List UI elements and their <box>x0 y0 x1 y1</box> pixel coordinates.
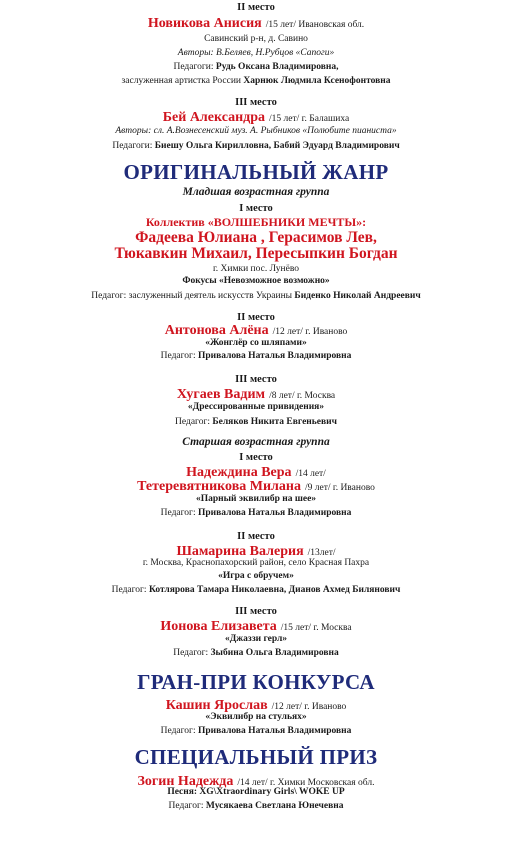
winner-meta: /13лет/ <box>307 548 336 558</box>
winner-meta: /15 лет/ Ивановская обл. <box>265 20 365 30</box>
act-line: «Дрессированные привидения» <box>187 402 325 412</box>
authors-line: Авторы: сл. А.Вознесенский муз. А. Рыбников «Полюбите пианиста» <box>115 126 397 136</box>
act-line: «Парный эквилибр на шее» <box>195 494 317 504</box>
winner-meta: /15 лет/ г. Москва <box>280 623 352 633</box>
act-line: «Жонглёр со шляпами» <box>205 338 307 348</box>
age-group-label: Младшая возрастная группа <box>182 186 330 198</box>
winner-entry <box>0 14 512 32</box>
winner-meta: /14 лет/ <box>295 469 326 479</box>
region-text: г. Химки пос. Лунёво <box>212 264 300 274</box>
member-names: Фадеева Юлиана , Герасимов Лев, <box>135 229 377 246</box>
winner-name: Тетеревятникова Милана <box>137 479 301 494</box>
winner-meta: /14 лет/ г. Химки Московская обл. <box>237 778 375 788</box>
winner-entry <box>0 617 512 635</box>
teachers-line: Педагоги: Рудь Оксана Владимировна, <box>173 62 339 72</box>
winner-name: Новикова Анисия <box>147 16 262 31</box>
place-heading: III место <box>235 606 277 617</box>
winner-entry <box>0 321 512 339</box>
teacher-line: Педагог: Мусякаева Светлана Юнечевна <box>168 801 344 811</box>
region-text: Савинский р-н, д. Савино <box>204 34 308 44</box>
teachers-line-2: заслуженная артистка России Харнюк Людмила Ксенофонтовна <box>121 76 391 86</box>
act-line: «Игра с обручем» <box>218 571 294 581</box>
winner-entry <box>0 477 512 495</box>
collective-name: Коллектив «ВОЛШЕБНИКИ МЕЧТЫ»: <box>145 215 367 229</box>
region-text: г. Москва, Краснопахорский район, село Красная Пахра <box>142 558 370 568</box>
teacher-line: Педагог: Беляков Никита Евгеньевич <box>175 417 337 427</box>
winner-entry <box>0 385 512 403</box>
winner-entry <box>0 108 512 126</box>
place-heading: III место <box>235 374 277 385</box>
teacher-line: Педагог: Привалова Наталья Владимировна <box>160 726 352 736</box>
winner-name: Кашин Ярослав <box>165 698 268 713</box>
winner-meta: /15 лет/ г. Балашиха <box>269 114 350 124</box>
teacher-line: Педагог: Привалова Наталья Владимировна <box>160 351 352 361</box>
act-line: «Эквилибр на стульях» <box>205 712 307 722</box>
winner-name: Шамарина Валерия <box>176 544 304 559</box>
place-heading: III место <box>235 97 277 108</box>
authors-line: Авторы: В.Беляев, Н.Рубцов «Сапоги» <box>177 48 335 58</box>
section-title: СПЕЦИАЛЬНЫЙ ПРИЗ <box>134 745 378 769</box>
winner-meta: /8 лет/ г. Москва <box>269 391 336 401</box>
teacher-line: Педагог: заслуженный деятель искусств Украины Биденко Николай Андреевич <box>91 291 421 301</box>
member-names: Тюкавкин Михаил, Пересыпкин Богдан <box>114 245 398 262</box>
teachers-line: Педагоги: Биешу Ольга Кирилловна, Бабий Эдуард Владимирович <box>112 141 400 151</box>
winner-name: Зогин Надежда <box>137 774 234 789</box>
place-heading: I место <box>239 203 273 214</box>
teacher-line: Педагог: Зыбина Ольга Владимировна <box>173 648 339 658</box>
place-heading: II место <box>237 2 275 13</box>
winner-meta: /12 лет/ г. Иваново <box>272 327 348 337</box>
song-line: Песня: XG\Xtraordinary Girls\ WOKE UP <box>167 787 345 797</box>
teacher-line: Педагог: Котлярова Тамара Николаевна, Дианов Ахмед Билянович <box>111 585 401 595</box>
teacher-line: Педагог: Привалова Наталья Владимировна <box>160 508 352 518</box>
winner-name: Надеждина Вера <box>186 465 292 480</box>
winner-name: Хугаев Вадим <box>176 387 266 402</box>
act-line: «Джаззи герл» <box>224 634 288 644</box>
place-heading: I место <box>239 452 273 463</box>
section-title: ОРИГИНАЛЬНЫЙ ЖАНР <box>123 160 389 184</box>
place-heading: II место <box>237 312 275 323</box>
winner-name: Бей Александра <box>162 110 266 125</box>
winner-name: Ионова Елизавета <box>160 619 277 634</box>
winner-name: Антонова Алёна <box>164 323 269 338</box>
place-heading: II место <box>237 531 275 542</box>
winner-meta: /9 лет/ г. Иваново <box>304 483 375 493</box>
winner-meta: /12 лет/ г. Иваново <box>271 702 347 712</box>
act-line: Фокусы «Невозможное возможно» <box>182 276 330 286</box>
age-group-label: Старшая возрастная группа <box>182 436 330 448</box>
section-title: ГРАН-ПРИ КОНКУРСА <box>137 670 375 694</box>
